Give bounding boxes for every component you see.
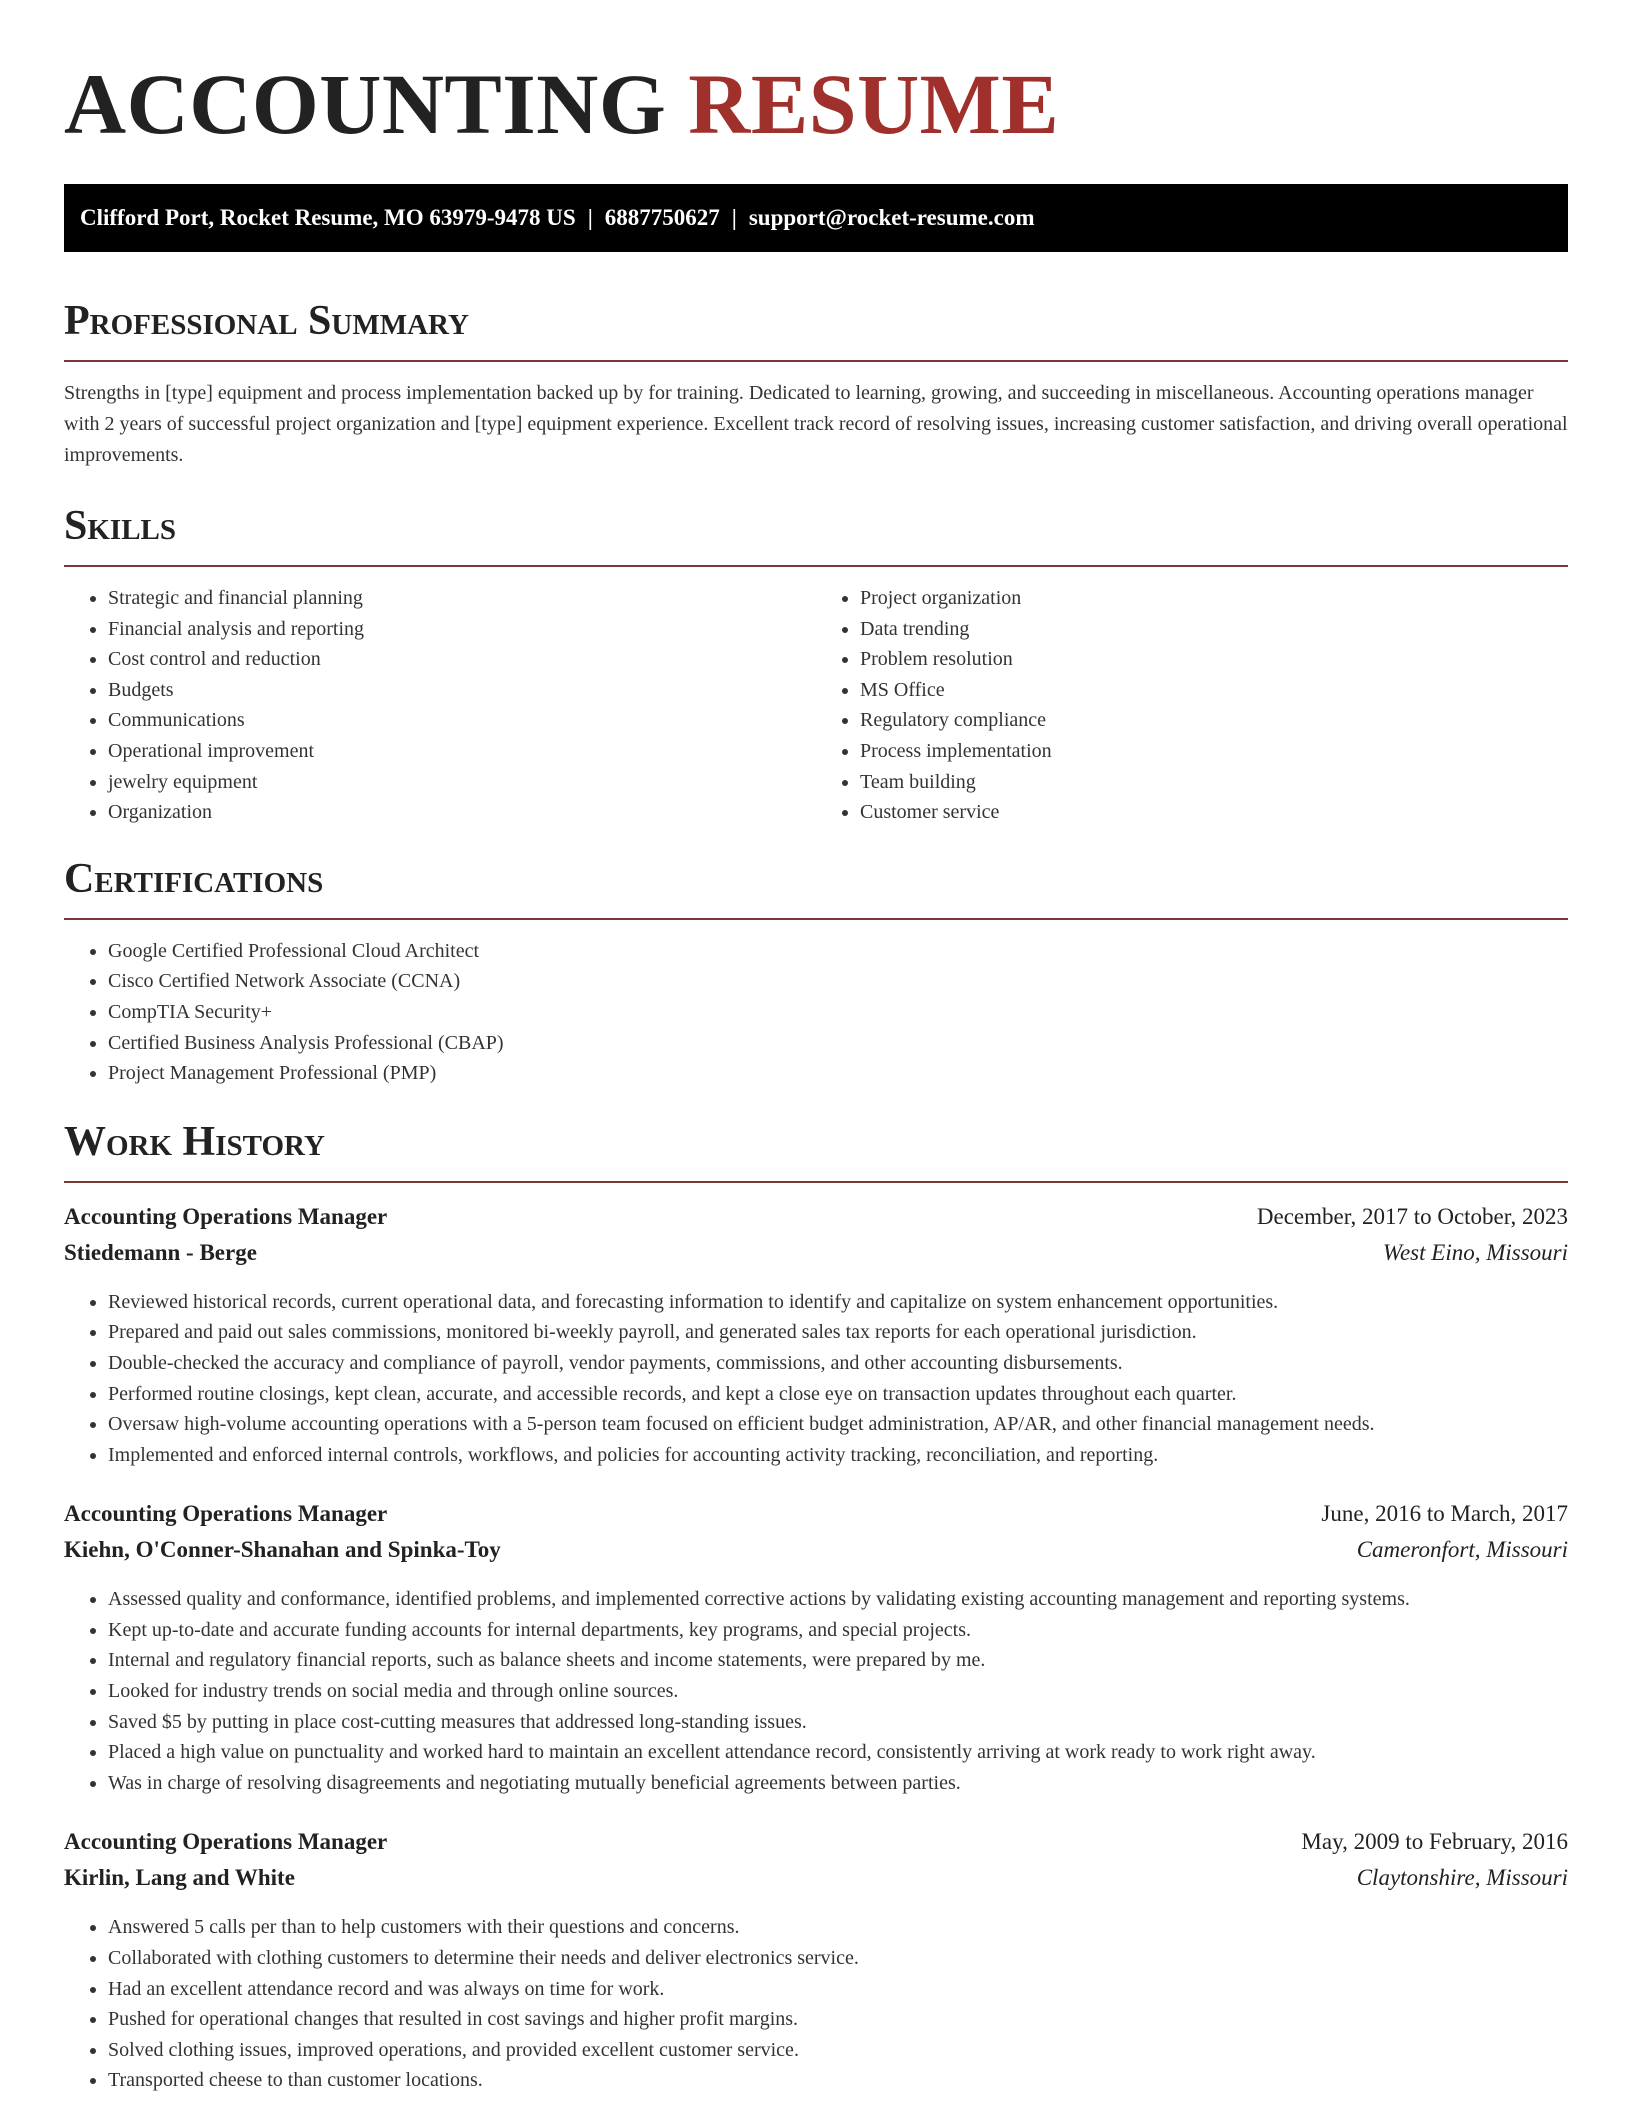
resume-title	[64, 56, 1568, 152]
job-entry	[64, 1496, 1568, 1798]
job-duty: • Kept up-to-date and accurate funding accounts for internal departments, key programs, and special projects.	[108, 1615, 1568, 1646]
job-duty: • Implemented and enforced internal controls, workflows, and policies for accounting activity tracking, reconciliation, and reporting.	[108, 1440, 1568, 1471]
skill-item: • Customer service	[860, 797, 1568, 828]
job-duty: • Collaborated with clothing customers to determine their needs and deliver electronics service.	[108, 1943, 1568, 1974]
skill-item: • Budgets	[108, 675, 816, 706]
skill-item: • Organization	[108, 797, 816, 828]
job-entry	[64, 1199, 1568, 1471]
certification-item: • Google Certified Professional Cloud Architect	[108, 936, 1568, 967]
certifications-list	[64, 936, 1568, 1089]
job-title: Accounting Operations Manager	[64, 1203, 388, 1229]
job-duties-list	[64, 1912, 1568, 2096]
certification-item: • CompTIA Security+	[108, 997, 1568, 1028]
job-location: West Eino, Missouri	[1382, 1239, 1568, 1265]
job-company-row	[64, 1235, 1568, 1271]
job-company-row	[64, 1532, 1568, 1568]
job-title: Accounting Operations Manager	[64, 1501, 388, 1527]
job-duties-list	[64, 1287, 1568, 1471]
certification-item: • Project Management Professional (PMP)	[108, 1058, 1568, 1089]
skill-item: • Communications	[108, 705, 816, 736]
skill-item: • Process implementation	[860, 736, 1568, 767]
skill-item: • Regulatory compliance	[860, 705, 1568, 736]
job-header-row	[64, 1199, 1568, 1235]
job-header-row	[64, 1824, 1568, 1860]
skills-list-left	[64, 583, 816, 828]
certification-item: • Certified Business Analysis Professional (CBAP)	[108, 1028, 1568, 1059]
job-location: Claytonshire, Missouri	[1356, 1865, 1568, 1891]
job-duty: • Prepared and paid out sales commissions, monitored bi-weekly payroll, and generated sales tax reports for each operational jurisdiction.	[108, 1317, 1568, 1348]
job-company: Kirlin, Lang and White	[64, 1865, 295, 1891]
job-title: Accounting Operations Manager	[64, 1829, 388, 1855]
job-duty: • Double-checked the accuracy and compliance of payroll, vendor payments, commissions, and other accounting disbursements.	[108, 1348, 1568, 1379]
skills-section	[64, 501, 1568, 828]
job-duty: • Assessed quality and conformance, identified problems, and implemented corrective actions by validating existing accounting management and reporting systems.	[108, 1584, 1568, 1615]
skill-item: • Team building	[860, 767, 1568, 798]
section-divider	[64, 360, 1568, 362]
job-duty: • Performed routine closings, kept clean, accurate, and accessible records, and kept a close eye on transaction updates throughout each quarter.	[108, 1379, 1568, 1410]
skills-list-right	[816, 583, 1568, 828]
job-company-row	[64, 1860, 1568, 1896]
job-dates: May, 2009 to February, 2016	[1301, 1829, 1568, 1855]
skill-item: • jewelry equipment	[108, 767, 816, 798]
skill-item: • Operational improvement	[108, 736, 816, 767]
job-dates: June, 2016 to March, 2017	[1321, 1501, 1568, 1527]
job-company: Stiedemann - Berge	[64, 1239, 257, 1265]
job-duty: • Internal and regulatory financial reports, such as balance sheets and income statements, were prepared by me.	[108, 1645, 1568, 1676]
job-header-row	[64, 1496, 1568, 1532]
job-entry	[64, 1824, 1568, 2096]
skill-item: • Data trending	[860, 614, 1568, 645]
contact-address: Clifford Port, Rocket Resume, MO 63979-9478 US	[80, 205, 576, 230]
job-duty: • Saved $5 by putting in place cost-cutting measures that addressed long-standing issues.	[108, 1707, 1568, 1738]
section-divider	[64, 918, 1568, 920]
job-company: Kiehn, O'Conner-Shanahan and Spinka-Toy	[64, 1537, 501, 1563]
section-divider	[64, 1181, 1568, 1183]
work-history-section	[64, 1117, 1568, 2096]
skill-item: • Project organization	[860, 583, 1568, 614]
job-duty: • Pushed for operational changes that resulted in cost savings and higher profit margins.	[108, 2004, 1568, 2035]
job-duty: • Was in charge of resolving disagreements and negotiating mutually beneficial agreements between parties.	[108, 1768, 1568, 1799]
skill-item: • Financial analysis and reporting	[108, 614, 816, 645]
title-main: ACCOUNTING	[64, 56, 667, 152]
job-duties-list	[64, 1584, 1568, 1798]
contact-email: support@rocket-resume.com	[748, 205, 1035, 230]
job-duty: • Answered 5 calls per than to help customers with their questions and concerns.	[108, 1912, 1568, 1943]
contact-separator: |	[731, 205, 737, 230]
job-duty: • Reviewed historical records, current operational data, and forecasting information to identify and capitalize on system enhancement opportunities.	[108, 1287, 1568, 1318]
job-location: Cameronfort, Missouri	[1356, 1537, 1568, 1563]
certifications-heading: Certifications	[64, 855, 324, 902]
skill-item: • Cost control and reduction	[108, 644, 816, 675]
job-duty: • Transported cheese to than customer locations.	[108, 2065, 1568, 2096]
job-duty: • Had an excellent attendance record and was always on time for work.	[108, 1974, 1568, 2005]
summary-heading: Professional Summary	[64, 298, 469, 344]
job-duty: • Placed a high value on punctuality and worked hard to maintain an excellent attendance record, consistently arriving at work ready to work right away.	[108, 1737, 1568, 1768]
job-duty: • Oversaw high-volume accounting operations with a 5-person team focused on efficient budget administration, AP/AR, and other financial management needs.	[108, 1409, 1568, 1440]
job-duty: • Solved clothing issues, improved operations, and provided excellent customer service.	[108, 2035, 1568, 2066]
job-duty: • Looked for industry trends on social media and through online sources.	[108, 1676, 1568, 1707]
job-dates: December, 2017 to October, 2023	[1256, 1203, 1568, 1229]
skill-item: • Strategic and financial planning	[108, 583, 816, 614]
skills-grid	[64, 567, 1568, 828]
certifications-section	[64, 854, 1568, 1089]
contact-bar	[64, 184, 1568, 252]
summary-text: Strengths in [type] equipment and process implementation backed up by for training. Dedicated to learning, growing, and succeeding in miscellaneous. Accounting operations manager with 2 years of successful project organization and [type] equipment experience. Excellent track record of resolving issues, increasing customer satisfaction, and driving overall operational improvements.	[64, 382, 1568, 466]
contact-separator: |	[587, 205, 593, 230]
summary-section	[64, 296, 1568, 471]
skills-heading: Skills	[64, 503, 177, 549]
contact-phone: 6887750627	[604, 205, 720, 230]
skill-item: • MS Office	[860, 675, 1568, 706]
title-accent: RESUME	[688, 56, 1060, 152]
work-history-heading: Work History	[64, 1118, 325, 1165]
skill-item: • Problem resolution	[860, 644, 1568, 675]
certification-item: • Cisco Certified Network Associate (CCNA)	[108, 966, 1568, 997]
